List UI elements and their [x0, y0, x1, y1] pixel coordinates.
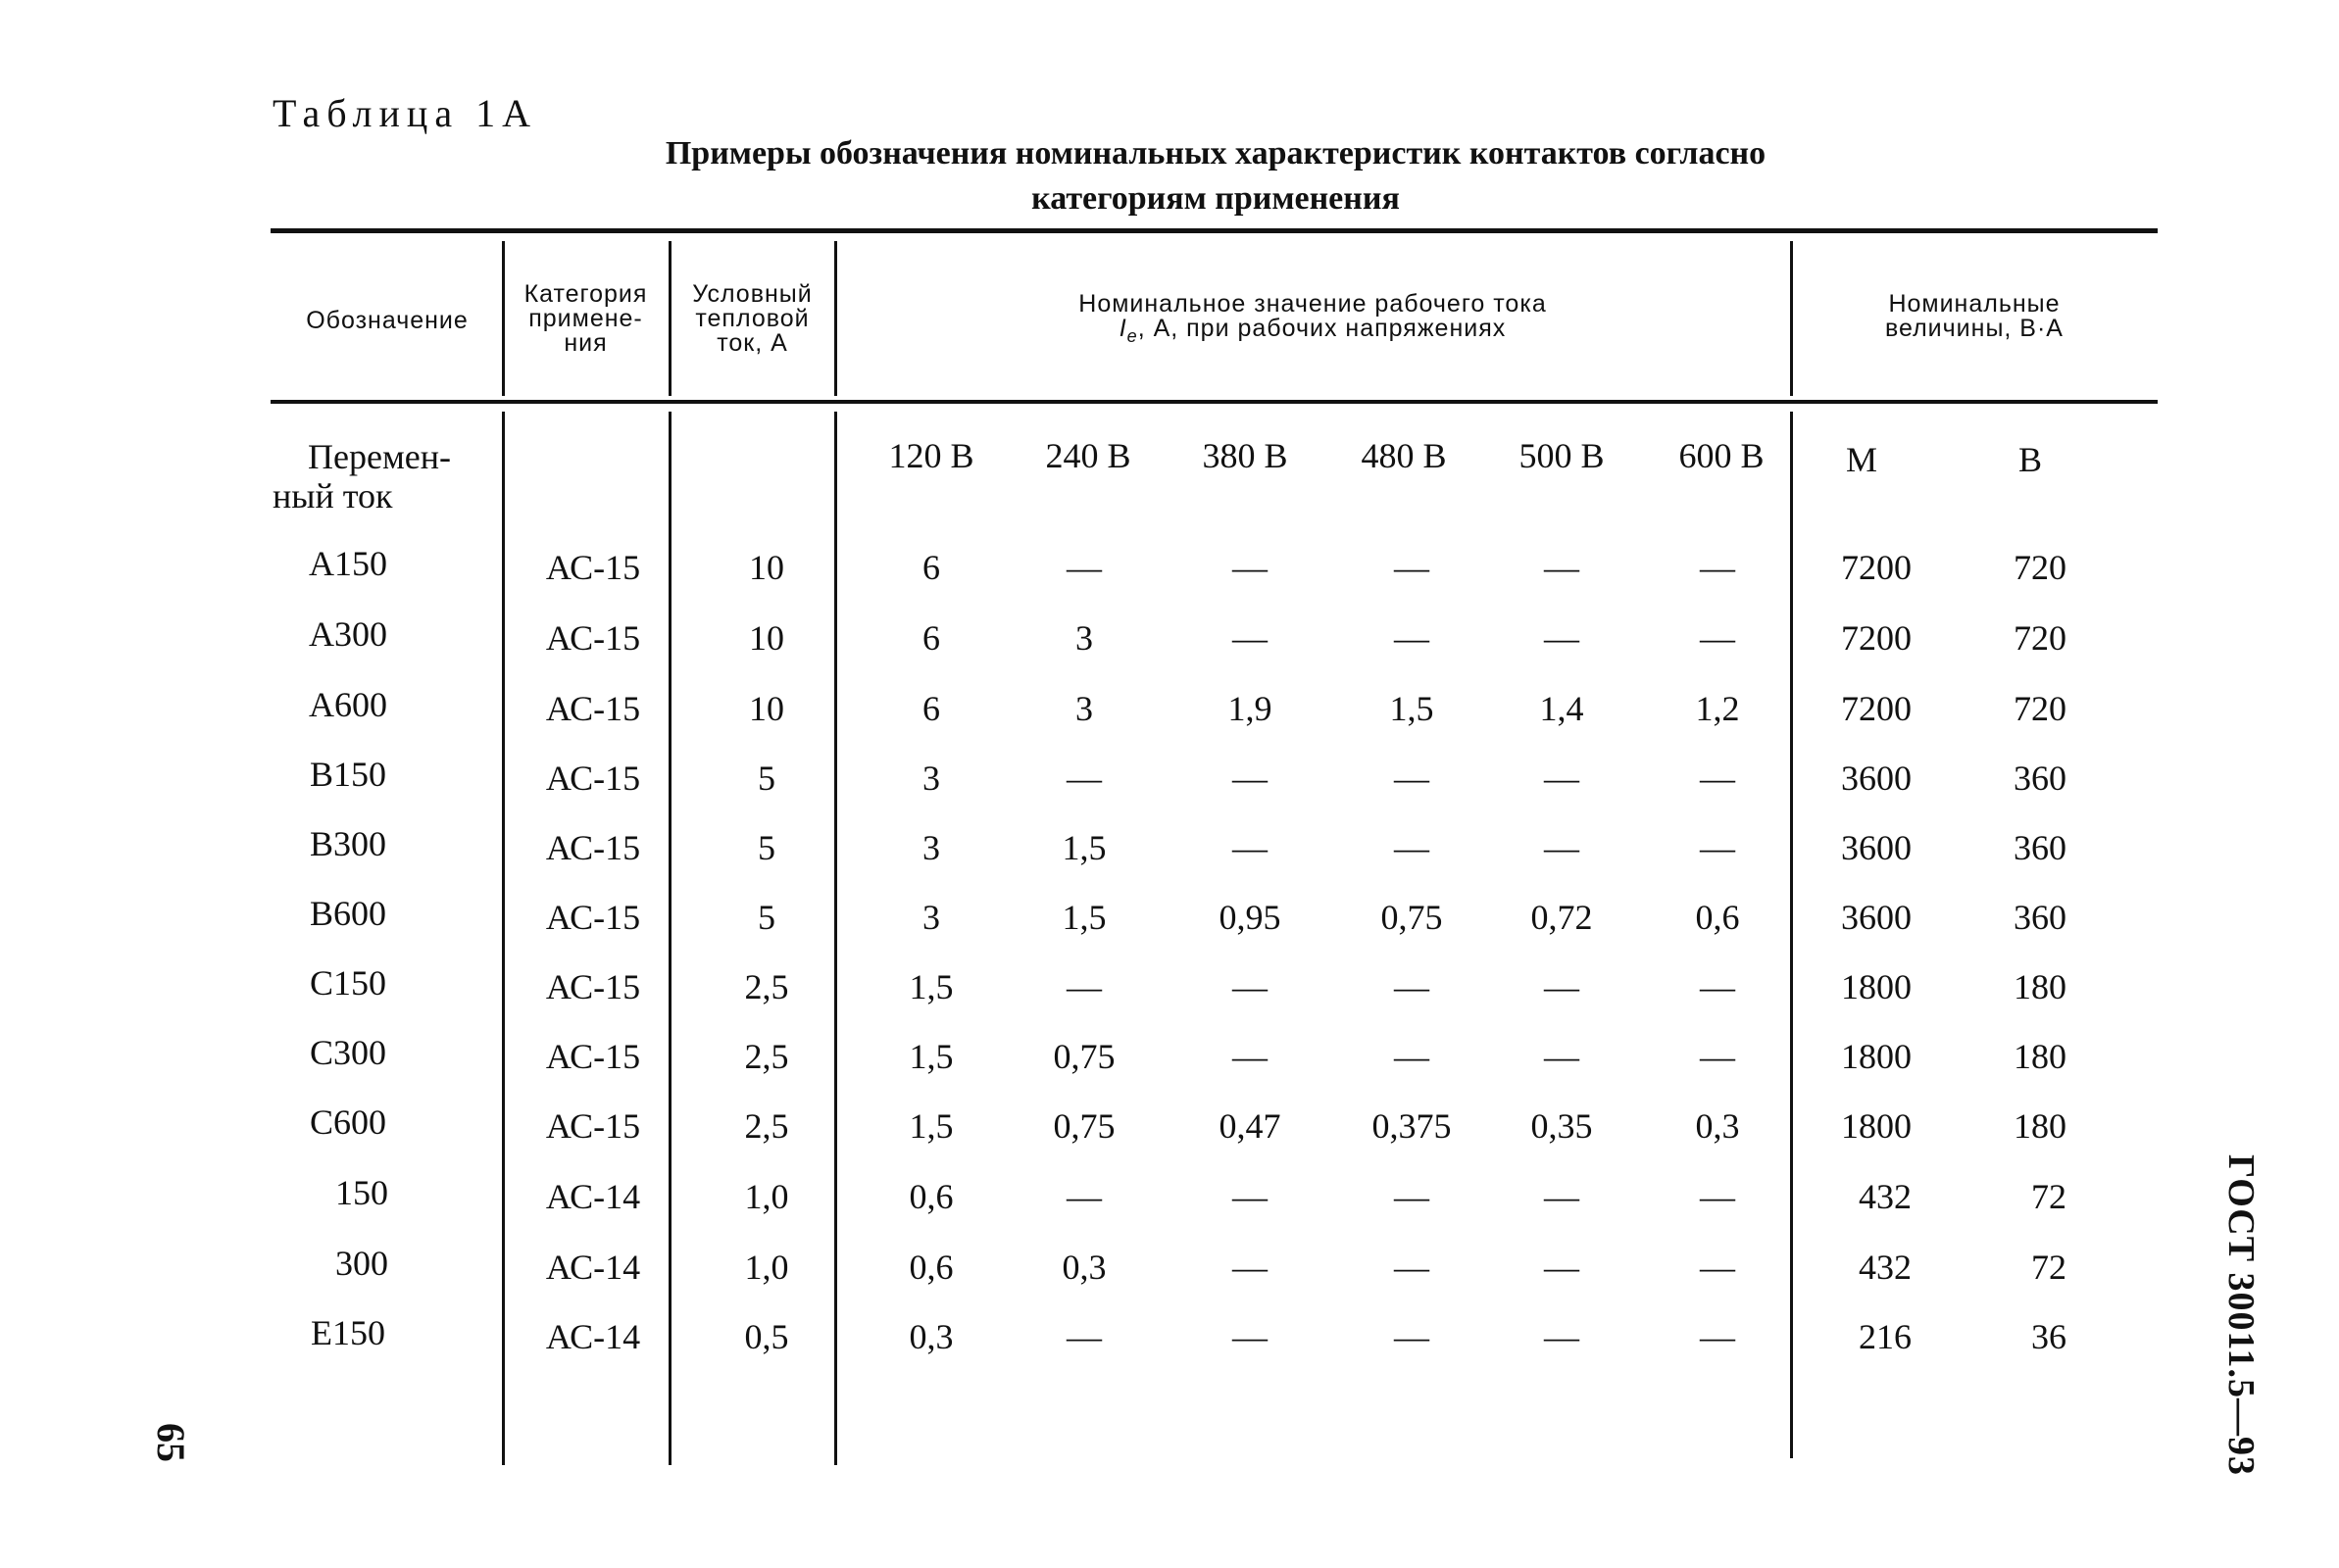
voltage-header: 380 В — [1202, 436, 1288, 475]
cell-rated-current: 1,5 — [1062, 828, 1107, 867]
cell-va-make: 3600 — [1841, 898, 1912, 937]
cell-rated-current: 0,3 — [909, 1317, 954, 1356]
table-top-rule — [271, 228, 2158, 233]
cell-rated-current: 3 — [922, 898, 940, 937]
header-rated-values: Номинальные величины, В·А — [1885, 290, 2064, 342]
cell-rated-current: 0,6 — [909, 1177, 954, 1216]
cell-va-make: 7200 — [1841, 548, 1912, 587]
cell-rated-current: — — [1394, 548, 1429, 587]
cell-va-break: 180 — [2014, 967, 2066, 1006]
cell-rated-current: 0,3 — [1695, 1106, 1740, 1146]
cell-va-break: 180 — [2014, 1106, 2066, 1146]
cell-thermal-current: 5 — [758, 759, 775, 798]
cell-rated-current: 6 — [922, 618, 940, 658]
cell-category: АС-15 — [545, 967, 641, 1006]
cell-category: АС-15 — [545, 898, 641, 937]
cell-rated-current: 1,5 — [1062, 898, 1107, 937]
cell-category: АС-15 — [545, 1037, 641, 1076]
table-label: Таблица 1А — [273, 91, 537, 135]
cell-rated-current: — — [1700, 967, 1735, 1006]
cell-va-make: 7200 — [1841, 689, 1912, 728]
page-number: 65 — [149, 1423, 193, 1462]
table-caption-line-2: категориям применения — [1031, 180, 1400, 217]
cell-thermal-current: 1,0 — [744, 1248, 789, 1287]
cell-thermal-current: 0,5 — [744, 1317, 789, 1356]
cell-rated-current: — — [1067, 1177, 1102, 1216]
cell-rated-current: — — [1232, 967, 1268, 1006]
voltage-header: 240 В — [1045, 436, 1131, 475]
cell-rated-current: — — [1700, 828, 1735, 867]
cell-va-break: 360 — [2014, 759, 2066, 798]
cell-rated-current: — — [1232, 548, 1268, 587]
cell-rated-current: 1,5 — [909, 1106, 954, 1146]
cell-rated-current: 1,4 — [1539, 689, 1584, 728]
cell-rated-current: — — [1544, 1037, 1579, 1076]
cell-category: АС-14 — [545, 1317, 641, 1356]
section-label-ac: Перемен- ный ток — [273, 437, 451, 515]
cell-rated-current: — — [1700, 1177, 1735, 1216]
cell-category: АС-15 — [545, 759, 641, 798]
cell-thermal-current: 5 — [758, 898, 775, 937]
cell-rated-current: — — [1700, 618, 1735, 658]
cell-designation: 150 — [335, 1173, 388, 1212]
cell-rated-current: 6 — [922, 548, 940, 587]
cell-rated-current: 0,3 — [1062, 1248, 1107, 1287]
cell-rated-current: 1,2 — [1695, 689, 1740, 728]
cell-va-make: 1800 — [1841, 1037, 1912, 1076]
cell-thermal-current: 10 — [749, 689, 784, 728]
cell-category: АС-15 — [545, 548, 641, 587]
cell-rated-current: 0,72 — [1530, 898, 1593, 937]
cell-rated-current: 1,5 — [1389, 689, 1434, 728]
cell-thermal-current: 5 — [758, 828, 775, 867]
cell-rated-current: — — [1544, 1317, 1579, 1356]
cell-category: АС-15 — [545, 689, 641, 728]
va-break-header: В — [2017, 440, 2043, 479]
header-rated-current: Номинальное значение рабочего тока $I_e$, А, при рабочих напряжениях — [1078, 290, 1547, 346]
cell-rated-current: — — [1232, 1248, 1268, 1287]
table-caption-line-1: Примеры обозначения номинальных характеристик контактов согласно — [665, 135, 1767, 172]
cell-category: АС-14 — [545, 1177, 641, 1216]
cell-rated-current: — — [1232, 759, 1268, 798]
cell-rated-current: — — [1232, 1037, 1268, 1076]
header-thermal-current: Условный тепловой ток, А — [692, 280, 813, 357]
cell-designation: С300 — [309, 1033, 387, 1072]
cell-va-make: 216 — [1859, 1317, 1912, 1356]
column-divider — [1790, 412, 1793, 1458]
cell-rated-current: — — [1232, 1177, 1268, 1216]
cell-rated-current: 0,6 — [1695, 898, 1740, 937]
cell-designation: 300 — [335, 1244, 388, 1283]
cell-rated-current: — — [1394, 828, 1429, 867]
voltage-header: 120 В — [888, 436, 974, 475]
cell-rated-current: 6 — [922, 689, 940, 728]
cell-rated-current: — — [1700, 1248, 1735, 1287]
cell-va-break: 360 — [2014, 828, 2066, 867]
cell-va-make: 3600 — [1841, 828, 1912, 867]
cell-rated-current: 1,9 — [1227, 689, 1272, 728]
cell-va-break: 72 — [2031, 1248, 2066, 1287]
cell-rated-current: 0,75 — [1053, 1106, 1116, 1146]
cell-designation: С150 — [309, 963, 387, 1003]
column-divider — [669, 412, 672, 1465]
cell-va-make: 1800 — [1841, 967, 1912, 1006]
cell-category: АС-15 — [545, 1106, 641, 1146]
cell-rated-current: 0,95 — [1219, 898, 1281, 937]
cell-rated-current: — — [1544, 548, 1579, 587]
cell-va-break: 720 — [2014, 689, 2066, 728]
cell-va-break: 720 — [2014, 548, 2066, 587]
cell-rated-current: 3 — [922, 759, 940, 798]
cell-rated-current: — — [1544, 759, 1579, 798]
cell-rated-current: 0,6 — [909, 1248, 954, 1287]
cell-rated-current: — — [1700, 1317, 1735, 1356]
cell-rated-current: — — [1067, 548, 1102, 587]
cell-rated-current: 3 — [1075, 618, 1093, 658]
cell-category: АС-14 — [545, 1248, 641, 1287]
cell-rated-current: — — [1544, 618, 1579, 658]
cell-va-break: 36 — [2031, 1317, 2066, 1356]
cell-va-make: 7200 — [1841, 618, 1912, 658]
cell-thermal-current: 2,5 — [744, 967, 789, 1006]
cell-designation: В150 — [309, 755, 387, 794]
voltage-header: 600 В — [1678, 436, 1765, 475]
cell-rated-current: 0,75 — [1380, 898, 1443, 937]
cell-rated-current: — — [1544, 1248, 1579, 1287]
cell-rated-current: 1,5 — [909, 1037, 954, 1076]
cell-va-make: 432 — [1859, 1177, 1912, 1216]
cell-rated-current: 0,75 — [1053, 1037, 1116, 1076]
voltage-header: 480 В — [1361, 436, 1447, 475]
cell-rated-current: — — [1394, 1037, 1429, 1076]
cell-designation: А600 — [309, 685, 387, 724]
column-divider — [834, 412, 837, 1465]
cell-rated-current: — — [1544, 1177, 1579, 1216]
header-bottom-rule — [271, 400, 2158, 404]
cell-thermal-current: 10 — [749, 548, 784, 587]
header-category: Категория примене- ния — [523, 280, 648, 357]
cell-rated-current: — — [1394, 1177, 1429, 1216]
cell-designation: С600 — [309, 1102, 387, 1142]
cell-rated-current: — — [1544, 967, 1579, 1006]
cell-designation: А300 — [309, 614, 387, 654]
header-designation: Обозначение — [306, 307, 469, 334]
cell-thermal-current: 2,5 — [744, 1037, 789, 1076]
cell-rated-current: — — [1232, 828, 1268, 867]
cell-rated-current: — — [1232, 618, 1268, 658]
cell-rated-current: 0,375 — [1371, 1106, 1452, 1146]
va-make-header: М — [1845, 440, 1878, 479]
cell-category: АС-15 — [545, 828, 641, 867]
cell-rated-current: — — [1394, 759, 1429, 798]
cell-va-make: 3600 — [1841, 759, 1912, 798]
cell-va-make: 432 — [1859, 1248, 1912, 1287]
cell-rated-current: — — [1394, 1317, 1429, 1356]
cell-rated-current: 0,47 — [1219, 1106, 1281, 1146]
cell-rated-current: 3 — [922, 828, 940, 867]
voltage-header: 500 В — [1518, 436, 1605, 475]
standard-designation: ГОСТ 30011.5—93 — [2220, 1154, 2262, 1476]
cell-rated-current: — — [1700, 759, 1735, 798]
cell-rated-current: — — [1700, 548, 1735, 587]
column-divider — [502, 412, 505, 1465]
cell-va-break: 72 — [2031, 1177, 2066, 1216]
cell-va-break: 360 — [2014, 898, 2066, 937]
cell-va-break: 180 — [2014, 1037, 2066, 1076]
cell-rated-current: — — [1544, 828, 1579, 867]
cell-va-make: 1800 — [1841, 1106, 1912, 1146]
cell-rated-current: 1,5 — [909, 967, 954, 1006]
cell-designation: Е150 — [311, 1313, 385, 1352]
cell-rated-current: — — [1700, 1037, 1735, 1076]
cell-rated-current: — — [1232, 1317, 1268, 1356]
cell-thermal-current: 10 — [749, 618, 784, 658]
cell-rated-current: — — [1067, 759, 1102, 798]
cell-thermal-current: 2,5 — [744, 1106, 789, 1146]
cell-designation: В300 — [309, 824, 387, 863]
cell-designation: В600 — [309, 894, 387, 933]
cell-rated-current: — — [1394, 967, 1429, 1006]
cell-rated-current: — — [1394, 618, 1429, 658]
cell-thermal-current: 1,0 — [744, 1177, 789, 1216]
cell-rated-current: 3 — [1075, 689, 1093, 728]
cell-category: АС-15 — [545, 618, 641, 658]
cell-rated-current: — — [1394, 1248, 1429, 1287]
cell-va-break: 720 — [2014, 618, 2066, 658]
cell-rated-current: — — [1067, 967, 1102, 1006]
cell-designation: А150 — [309, 544, 387, 583]
cell-rated-current: — — [1067, 1317, 1102, 1356]
cell-rated-current: 0,35 — [1530, 1106, 1593, 1146]
